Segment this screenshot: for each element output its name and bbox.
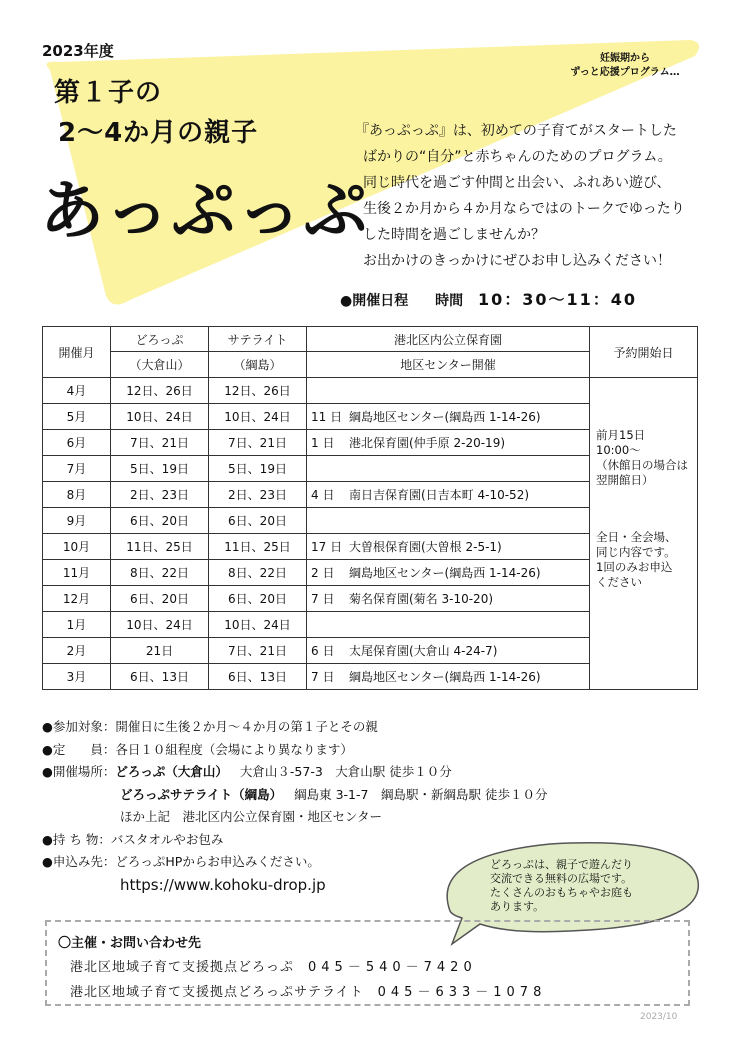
cell-satellite: 6日、20日 bbox=[209, 508, 307, 534]
info-bring: ●持 ち 物：バスタオルやお包み bbox=[42, 831, 224, 847]
cell-nursery bbox=[307, 430, 590, 456]
cell-satellite: 12日、26日 bbox=[209, 378, 307, 404]
cell-nursery bbox=[307, 508, 590, 534]
intro-line: した時間を過ごしませんか？ bbox=[363, 227, 545, 243]
header-satellite: サテライト bbox=[209, 327, 307, 352]
title-line-2: 2～4か月の親子 bbox=[58, 118, 259, 148]
bubble-line: どろっぷは、親子で遊んだり bbox=[490, 858, 633, 871]
cell-month: 9月 bbox=[43, 508, 111, 534]
cell-drop: 21日 bbox=[111, 638, 209, 664]
cell-month: 8月 bbox=[43, 482, 111, 508]
schedule-header bbox=[340, 287, 637, 310]
bubble-line: たくさんのおもちゃやお庭も bbox=[490, 886, 633, 899]
cell-satellite: 11日、25日 bbox=[209, 534, 307, 560]
header-nursery-sub: 地区センター開催 bbox=[307, 352, 590, 378]
nursery-place: 港北保育園(仲手原 2-20-19) bbox=[349, 436, 506, 450]
nursery-day: 17 日 bbox=[311, 540, 343, 554]
info-venue bbox=[42, 761, 547, 784]
cell-nursery bbox=[307, 586, 590, 612]
intro-line: 同じ時代を過ごす仲間と出会い、ふれあい遊び、 bbox=[363, 175, 671, 191]
cell-satellite: 2日、23日 bbox=[209, 482, 307, 508]
schedule-table bbox=[42, 326, 698, 690]
cell-nursery bbox=[307, 378, 590, 404]
cell-drop: 6日、20日 bbox=[111, 508, 209, 534]
start-note-line: ください bbox=[596, 575, 642, 589]
cell-month: 11月 bbox=[43, 560, 111, 586]
header-nursery: 港北区内公立保育園 bbox=[307, 327, 590, 352]
cell-nursery bbox=[307, 638, 590, 664]
contact-org: 港北区地域子育て支援拠点どろっぷ bbox=[70, 960, 295, 975]
cell-month: 4月 bbox=[43, 378, 111, 404]
start-note-line: 前月15日 bbox=[596, 428, 646, 442]
intro-line: 生後２か月から４か月ならではのトークでゆったり bbox=[363, 201, 685, 217]
time-value: 10：30～11：40 bbox=[477, 290, 638, 309]
cell-satellite: 7日、21日 bbox=[209, 638, 307, 664]
intro-text bbox=[355, 118, 705, 274]
intro-line: ばかりの“自分”と赤ちゃんのためのプログラム。 bbox=[363, 149, 672, 165]
document-date: 2023/10 bbox=[640, 1012, 678, 1022]
bubble-line: あります。 bbox=[490, 900, 545, 913]
cell-nursery bbox=[307, 456, 590, 482]
cell-nursery bbox=[307, 534, 590, 560]
table-row bbox=[43, 378, 698, 404]
badge-line-1: 妊娠期から bbox=[600, 53, 650, 64]
cell-nursery bbox=[307, 482, 590, 508]
cell-drop: 11日、25日 bbox=[111, 534, 209, 560]
nursery-place: 綱島地区センター(綱島西 1-14-26) bbox=[349, 670, 541, 684]
fiscal-year: 2023年度 bbox=[42, 42, 114, 60]
bubble-line: 交流できる無料の広場です。 bbox=[490, 872, 633, 885]
cell-drop: 6日、20日 bbox=[111, 586, 209, 612]
nursery-place: 菊名保育園(菊名 3-10-20) bbox=[349, 592, 494, 606]
cell-drop: 2日、23日 bbox=[111, 482, 209, 508]
cell-nursery bbox=[307, 404, 590, 430]
venue-label: ●開催場所： bbox=[42, 764, 116, 779]
start-note-line: （休館日の場合は bbox=[596, 458, 688, 472]
nursery-place: 大曽根保育園(大曽根 2-5-1) bbox=[349, 540, 502, 554]
title-line-1: 第１子の bbox=[54, 78, 163, 108]
contact-title: 〇主催・お問い合わせ先 bbox=[58, 936, 202, 951]
cell-drop: 10日、24日 bbox=[111, 404, 209, 430]
program-title: あっぷっぷ bbox=[40, 175, 370, 249]
intro-line: 『あっぷっぷ』は、初めての子育てがスタートした bbox=[355, 123, 677, 139]
cell-nursery bbox=[307, 612, 590, 638]
nursery-day: 4 日 bbox=[311, 488, 335, 502]
info-target: ●参加対象：開催日に生後２か月～４か月の第１子とその親 bbox=[42, 719, 378, 734]
schedule-label: ●開催日程 bbox=[340, 293, 409, 309]
venue1-address: 大倉山３-57-3 大倉山駅 徒歩１０分 bbox=[239, 764, 452, 779]
cell-satellite: 6日、13日 bbox=[209, 664, 307, 690]
cell-month: 1月 bbox=[43, 612, 111, 638]
bubble-text bbox=[490, 858, 650, 914]
header-drop-location: （大倉山） bbox=[111, 352, 209, 378]
nursery-day: 7 日 bbox=[311, 670, 335, 684]
venue2-name: どろっぷサテライト（綱島） bbox=[120, 786, 283, 802]
cell-drop: 7日、21日 bbox=[111, 430, 209, 456]
nursery-place: 綱島地区センター(綱島西 1-14-26) bbox=[349, 566, 541, 580]
cell-satellite: 8日、22日 bbox=[209, 560, 307, 586]
info-capacity: ●定 員：各日１０組程度（会場により異なります） bbox=[42, 741, 353, 757]
nursery-day: 11 日 bbox=[311, 410, 343, 424]
cell-month: 6月 bbox=[43, 430, 111, 456]
nursery-day: 7 日 bbox=[311, 592, 335, 606]
badge-line-2: ずっと応援プログラム… bbox=[570, 67, 680, 78]
cell-drop: 12日、26日 bbox=[111, 378, 209, 404]
nursery-day: 6 日 bbox=[311, 644, 335, 658]
program-badge bbox=[560, 52, 690, 80]
cell-drop: 5日、19日 bbox=[111, 456, 209, 482]
cell-month: 5月 bbox=[43, 404, 111, 430]
cell-drop: 6日、13日 bbox=[111, 664, 209, 690]
cell-month: 2月 bbox=[43, 638, 111, 664]
info-venue-2 bbox=[42, 784, 547, 807]
cell-drop: 8日、22日 bbox=[111, 560, 209, 586]
cell-drop: 10日、24日 bbox=[111, 612, 209, 638]
cell-satellite: 10日、24日 bbox=[209, 612, 307, 638]
nursery-day: 1 日 bbox=[311, 436, 335, 450]
contact-drop bbox=[70, 956, 477, 975]
cell-satellite: 6日、20日 bbox=[209, 586, 307, 612]
contact-satellite bbox=[70, 981, 546, 1000]
cell-month: 10月 bbox=[43, 534, 111, 560]
nursery-place: 太尾保育園(大倉山 4-24-7) bbox=[349, 644, 498, 658]
nursery-place: 南日吉保育園(日吉本町 4-10-52) bbox=[349, 488, 530, 502]
header-month: 開催月 bbox=[43, 327, 111, 378]
intro-line: お出かけのきっかけにぜひお申し込みください！ bbox=[363, 253, 671, 269]
cell-reservation-note bbox=[590, 378, 698, 690]
start-note-line: 全日・全会場、 bbox=[596, 530, 677, 544]
time-label: 時間 bbox=[435, 293, 464, 309]
nursery-day: 2 日 bbox=[311, 566, 335, 580]
start-note-line: 翌開館日） bbox=[596, 473, 654, 487]
start-note-line: 1回のみお申込 bbox=[596, 560, 673, 574]
cell-month: 3月 bbox=[43, 664, 111, 690]
header-drop: どろっぷ bbox=[111, 327, 209, 352]
contact-phone[interactable]: 045－633－1078 bbox=[377, 985, 547, 1000]
contact-org: 港北区地域子育て支援拠点どろっぷサテライト bbox=[70, 985, 364, 1000]
website-link[interactable]: https://www.kohoku-drop.jp bbox=[120, 875, 326, 894]
info-venue-3: ほか上記 港北区内公立保育園・地区センター bbox=[120, 809, 383, 824]
start-note-line: 同じ内容です。 bbox=[596, 545, 676, 559]
cell-month: 7月 bbox=[43, 456, 111, 482]
venue1-name: どろっぷ（大倉山） bbox=[115, 764, 228, 779]
venue2-address: 綱島東 3-1-7 綱島駅・新綱島駅 徒歩１０分 bbox=[294, 786, 548, 802]
header-satellite-location: （綱島） bbox=[209, 352, 307, 378]
info-apply: ●申込み先：どろっぷHPからお申込みください。 bbox=[42, 854, 320, 869]
cell-satellite: 5日、19日 bbox=[209, 456, 307, 482]
header-reservation-start: 予約開始日 bbox=[590, 327, 698, 378]
nursery-place: 綱島地区センター(綱島西 1-14-26) bbox=[349, 410, 541, 424]
contact-phone[interactable]: 045－540－7420 bbox=[308, 960, 477, 975]
start-note-line: 10:00～ bbox=[596, 443, 641, 457]
cell-satellite: 7日、21日 bbox=[209, 430, 307, 456]
cell-nursery bbox=[307, 664, 590, 690]
cell-satellite: 10日、24日 bbox=[209, 404, 307, 430]
cell-nursery bbox=[307, 560, 590, 586]
cell-month: 12月 bbox=[43, 586, 111, 612]
